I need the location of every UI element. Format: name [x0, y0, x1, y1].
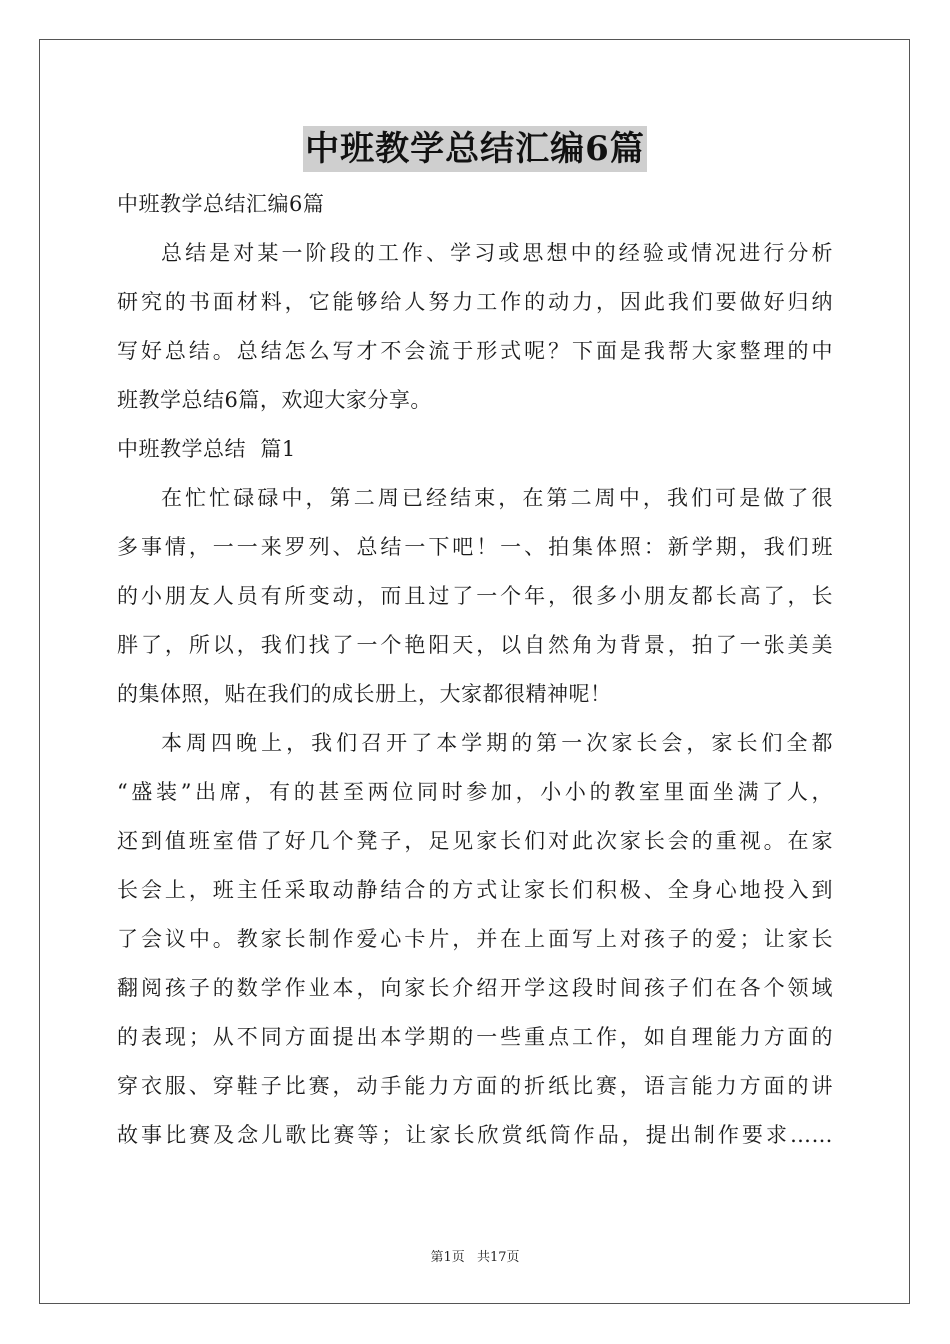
text-line: 研究的书面材料，它能够给人努力工作的动力，因此我们要做好归纳 — [117, 290, 833, 314]
text-line: 还到值班室借了好几个凳子，足见家长们对此次家长会的重视。在家 — [117, 829, 833, 853]
text-line: 班教学总结6篇，欢迎大家分享。 — [117, 388, 432, 412]
page-number: 第1页 — [430, 1250, 465, 1265]
text-line: 胖了，所以，我们找了一个艳阳天，以自然角为背景，拍了一张美美 — [117, 633, 833, 657]
intro-paragraph — [117, 229, 833, 425]
text-line: “盛装”出席，有的甚至两位同时参加，小小的教室里面坐满了人， — [117, 780, 833, 804]
text-line: 在忙忙碌碌中，第二周已经结束，在第二周中，我们可是做了很 — [161, 486, 833, 510]
text-line: 总结是对某一阶段的工作、学习或思想中的经验或情况进行分析 — [161, 241, 833, 265]
page-footer — [0, 1246, 950, 1265]
text-line: 的集体照，贴在我们的成长册上，大家都很精神呢！ — [117, 682, 612, 706]
text-line: 多事情，一一来罗列、总结一下吧！一、拍集体照：新学期，我们班 — [117, 535, 833, 559]
document-subtitle: 中班教学总结汇编6篇 — [117, 192, 325, 216]
text-line: 写好总结。总结怎么写才不会流于形式呢？下面是我帮大家整理的中 — [117, 339, 833, 363]
text-line: 的小朋友人员有所变动，而且过了一个年，很多小朋友都长高了，长 — [117, 584, 833, 608]
text-line: 的表现；从不同方面提出本学期的一些重点工作，如自理能力方面的 — [117, 1025, 833, 1049]
document-title: 中班教学总结汇编6篇 — [303, 126, 647, 172]
text-line: 本周四晚上，我们召开了本学期的第一次家长会，家长们全都 — [161, 731, 833, 755]
paragraph-2 — [117, 719, 833, 1160]
text-line: 了会议中。教家长制作爱心卡片，并在上面写上对孩子的爱；让家长 — [117, 927, 833, 951]
text-line: 穿衣服、穿鞋子比赛，动手能力方面的折纸比赛，语言能力方面的讲 — [117, 1074, 833, 1098]
text-line: 故事比赛及念儿歌比赛等；让家长欣赏纸筒作品，提出制作要求…… — [117, 1123, 833, 1147]
paragraph-1 — [117, 474, 833, 719]
page-total: 共17页 — [476, 1250, 520, 1265]
text-line: 长会上，班主任采取动静结合的方式让家长们积极、全身心地投入到 — [117, 878, 833, 902]
document-body — [117, 180, 833, 1160]
title-wrap — [0, 126, 950, 172]
text-line: 翻阅孩子的数学作业本，向家长介绍开学这段时间孩子们在各个领域 — [117, 976, 833, 1000]
section-heading: 中班教学总结 篇1 — [117, 437, 296, 461]
